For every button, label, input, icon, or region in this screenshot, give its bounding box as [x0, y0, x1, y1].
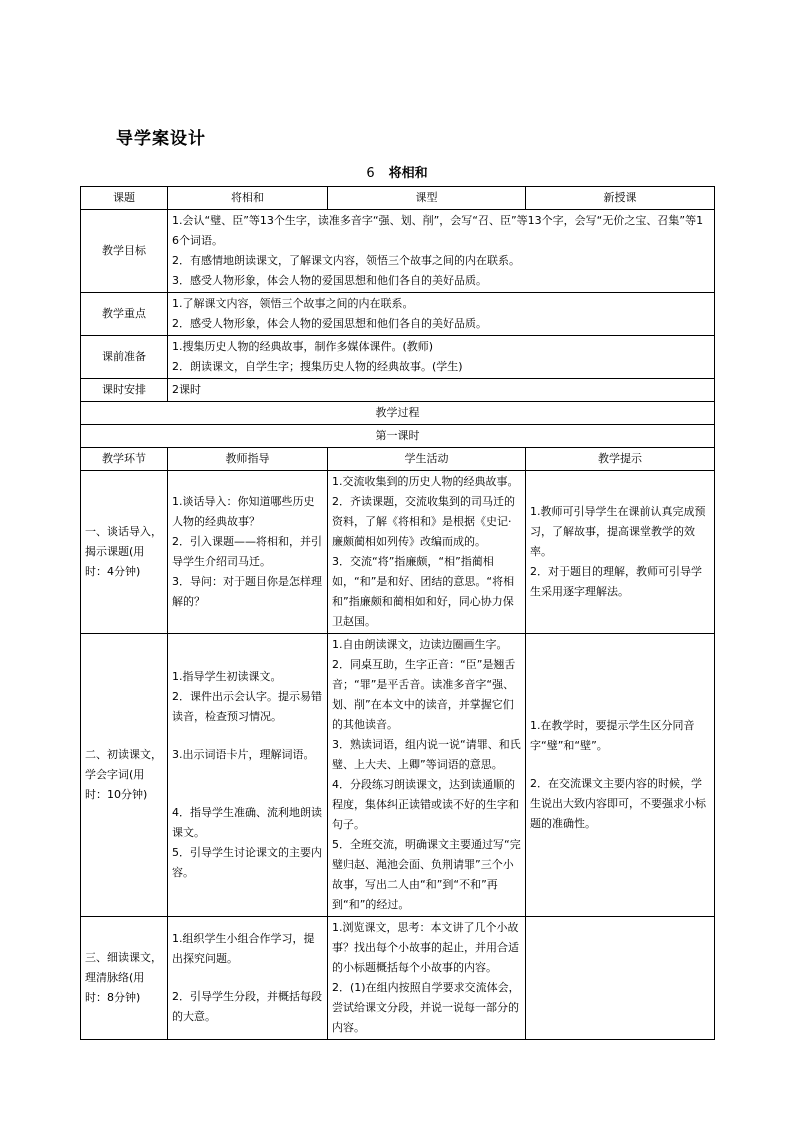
column-header-stage: 教学环节 — [81, 448, 168, 471]
schedule-value: 2课时 — [168, 379, 715, 402]
teacher-item: 3.出示词语卡片，理解词语。 — [172, 748, 315, 761]
stage-name: 一、谈话导入，揭示课题(用时：4分钟) — [81, 471, 168, 634]
student-item: 1.交流收集到的历史人物的经典故事。 — [332, 475, 519, 488]
student-item: 3．熟读词语，组内说一说“请罪、和氏璧、上大夫、上卿”等词语的意思。 — [332, 738, 521, 771]
teacher-guidance — [168, 471, 328, 634]
type-label: 课型 — [328, 187, 526, 210]
goal-item: 3．感受人物形象，体会人物的爱国思想和他们各自的美好品质。 — [172, 274, 487, 287]
teacher-guidance — [168, 634, 328, 917]
key-points-label: 教学重点 — [81, 293, 168, 336]
goal-item: 1.会认“璧、臣”等13个生字，读准多音字“强、划、削”，会写“召、臣”等13个字，会写“无价之宝、召集”等16个词语。 — [172, 214, 704, 247]
key-point-item: 2．感受人物形象，体会人物的爱国思想和他们各自的美好品质。 — [172, 317, 487, 330]
teacher-item: 2．引导学生分段，并概括每段的大意。 — [172, 990, 322, 1023]
student-item: 1.自由朗读课文，边读边圈画生字。 — [332, 638, 508, 651]
stage-row — [81, 471, 715, 634]
tip-item: 2．对于题目的理解，教师可引导学生采用逐字理解法。 — [530, 565, 702, 598]
goals-label: 教学目标 — [81, 210, 168, 293]
tip-item: 1.在教学时，要提示学生区分同音字“璧”和“壁”。 — [530, 719, 695, 752]
key-point-item: 1.了解课文内容，领悟三个故事之间的内在联系。 — [172, 297, 414, 310]
student-item: 2．同桌互助，生字正音：“臣”是翘舌音；“罪”是平舌音。读准多音字“强、划、削”在本文中的读音，并掌握它们的其他读音。 — [332, 658, 516, 731]
lesson-title — [0, 162, 794, 181]
preparation-item: 2．朗读课文，自学生字；搜集历史人物的经典故事。(学生) — [172, 360, 463, 373]
teacher-item: 1.组织学生小组合作学习，提出探究问题。 — [172, 932, 315, 965]
student-item: 2．(1)在组内按照自学要求交流体会，尝试给课文分段，并说一说每一部分的内容。 — [332, 981, 520, 1034]
topic-value: 将相和 — [168, 187, 328, 210]
teacher-item: 3．导问：对于题目你是怎样理解的？ — [172, 575, 322, 608]
lesson-number: 6 — [366, 166, 375, 181]
teacher-item: 1.指导学生初读课文。 — [172, 670, 282, 683]
schedule-label: 课时安排 — [81, 379, 168, 402]
lesson-name: 将相和 — [388, 166, 428, 181]
teacher-item: 2．课件出示会认字。提示易错读音，检查预习情况。 — [172, 690, 322, 723]
student-item: 1.浏览课文，思考：本文讲了几个小故事？找出每个小故事的起止，并用合适的小标题概括每个小故事的内容。 — [332, 921, 519, 974]
preparation-item: 1.搜集历史人物的经典故事，制作多媒体课件。(教师) — [172, 340, 434, 353]
tip-item: 1.教师可引导学生在课前认真完成预习，了解故事，提高课堂教学的效率。 — [530, 505, 706, 558]
period-title: 第一课时 — [81, 425, 715, 448]
teacher-guidance — [168, 917, 328, 1040]
stage-row — [81, 634, 715, 917]
student-item: 3．交流“将”指廉颇，“相”指蔺相如，“和”是和好、团结的意思。“将相和”指廉颇和蔺相如和好，同心协力保卫赵国。 — [332, 555, 515, 628]
lesson-plan-table — [80, 186, 715, 1040]
teacher-item: 4．指导学生准确、流利地朗读课文。 — [172, 806, 322, 839]
teaching-tips — [526, 917, 715, 1040]
stage-name: 三、细读课文，理清脉络(用时：8分钟) — [81, 917, 168, 1040]
type-value: 新授课 — [526, 187, 715, 210]
teacher-item: 2．引入课题——将相和，并引导学生介绍司马迁。 — [172, 535, 322, 568]
student-activity — [328, 917, 526, 1040]
topic-label: 课题 — [81, 187, 168, 210]
document-title: 导学案设计 — [116, 129, 206, 149]
key-points-content — [168, 293, 715, 336]
teaching-tips — [526, 634, 715, 917]
stage-name: 二、初读课文，学会字词(用时：10分钟) — [81, 634, 168, 917]
column-header-student: 学生活动 — [328, 448, 526, 471]
process-title: 教学过程 — [81, 402, 715, 425]
teacher-item: 5．引导学生讨论课文的主要内容。 — [172, 846, 322, 879]
stage-row — [81, 917, 715, 1040]
goals-content — [168, 210, 715, 293]
column-header-teacher: 教师指导 — [168, 448, 328, 471]
student-item: 2．齐读课题，交流收集到的司马迁的资料，了解《将相和》是根据《史记·廉颇蔺相如列传》改编而成的。 — [332, 495, 515, 548]
preparation-content — [168, 336, 715, 379]
student-activity — [328, 471, 526, 634]
column-header-tips: 教学提示 — [526, 448, 715, 471]
teaching-tips — [526, 471, 715, 634]
student-item: 5．全班交流，明确课文主要通过写“完璧归赵、渑池会面、负荆请罪”三个小故事，写出二人由“和”到“不和”再到“和”的经过。 — [332, 838, 521, 911]
teacher-item: 1.谈话导入：你知道哪些历史人物的经典故事？ — [172, 495, 315, 528]
preparation-label: 课前准备 — [81, 336, 168, 379]
goal-item: 2．有感情地朗读课文，了解课文内容，领悟三个故事之间的内在联系。 — [172, 254, 520, 267]
student-item: 4．分段练习朗读课文，达到读通顺的程度，集体纠正读错或读不好的生字和句子。 — [332, 778, 519, 831]
tip-item: 2．在交流课文主要内容的时候，学生说出大致内容即可，不要强求小标题的准确性。 — [530, 777, 706, 830]
student-activity — [328, 634, 526, 917]
